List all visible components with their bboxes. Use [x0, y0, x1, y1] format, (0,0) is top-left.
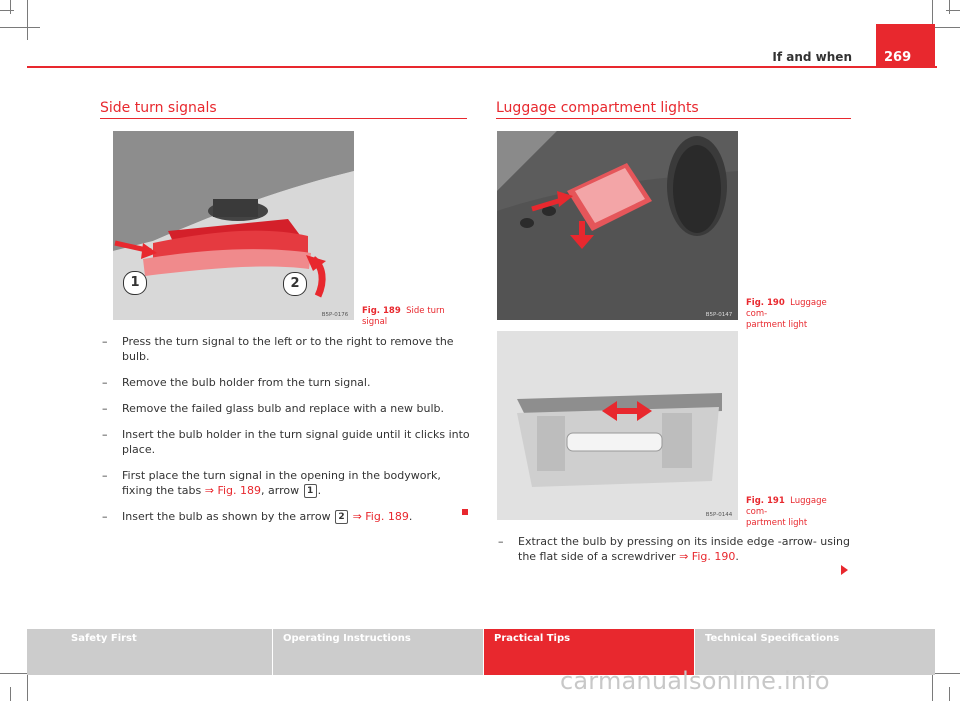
section-end-mark	[462, 509, 468, 515]
crop-mark	[0, 10, 14, 11]
figure-side-turn-signal	[113, 131, 354, 320]
footer-tab-technical-specifications[interactable]: Technical Specifications	[695, 629, 935, 675]
figure-code: B5P-0147	[705, 312, 733, 318]
list-item: – Insert the bulb holder in the turn signal guide until it clicks into place.	[100, 427, 470, 457]
list-item: – First place the turn signal in the opening in the bodywork, fixing the tabs ⇒ Fig. 189, arrow 1 .	[100, 468, 470, 498]
crop-mark	[10, 687, 11, 701]
figure-caption: Fig. 191 Luggage com- partment light	[746, 496, 827, 528]
figure-reference-link[interactable]: ⇒ Fig. 189	[204, 484, 262, 497]
watermark: carmanualsonline.info	[560, 667, 830, 695]
figure-code: B5P-0176	[321, 312, 349, 318]
figure-luggage-light-191	[497, 331, 738, 520]
header-rule	[27, 66, 937, 68]
crop-mark	[946, 10, 960, 11]
section-title-side-turn-signals: Side turn signals	[100, 100, 217, 116]
list-item: – Remove the bulb holder from the turn signal.	[100, 375, 470, 390]
footer-tab-practical-tips[interactable]: Practical Tips	[484, 629, 694, 675]
crop-mark	[949, 687, 950, 701]
figure-caption: Fig. 189 Side turn signal	[362, 306, 445, 327]
figure-code: B5P-0144	[705, 512, 733, 518]
callout-1: 1	[123, 271, 147, 295]
instruction-list	[496, 534, 856, 575]
page-number: 269	[876, 24, 935, 68]
running-title: If and when	[772, 50, 852, 64]
turn-signal-illustration	[113, 131, 354, 320]
figure-caption: Fig. 190 Luggage com- partment light	[746, 298, 827, 330]
figure-luggage-light-190	[497, 131, 738, 320]
bulb-holder-illustration	[497, 331, 738, 520]
continue-arrow-icon	[841, 565, 848, 575]
crop-mark	[949, 0, 950, 14]
list-item: – Insert the bulb as shown by the arrow 2 ⇒ Fig. 189.	[100, 509, 470, 524]
footer-tab-operating-instructions[interactable]: Operating Instructions	[273, 629, 483, 675]
section-title-luggage-compartment-lights: Luggage compartment lights	[496, 100, 699, 116]
list-item: – Press the turn signal to the left or to the right to remove the bulb.	[100, 334, 470, 364]
crop-mark	[10, 0, 11, 14]
instruction-list	[100, 334, 470, 535]
figure-reference-link[interactable]: ⇒ Fig. 190	[679, 550, 736, 563]
figure-reference-link[interactable]: ⇒ Fig. 189	[352, 510, 409, 523]
callout-badge: 2	[335, 510, 348, 524]
section-rule	[100, 118, 467, 119]
callout-2: 2	[283, 272, 307, 296]
section-rule	[496, 118, 851, 119]
crop-mark	[0, 27, 40, 28]
crop-mark	[27, 0, 28, 40]
footer-tab-safety-first[interactable]: Safety First	[27, 629, 272, 675]
list-item: – Remove the failed glass bulb and replace with a new bulb.	[100, 401, 470, 416]
callout-badge: 1	[304, 484, 317, 498]
list-item: – Extract the bulb by pressing on its inside edge -arrow- using the flat side of a screwdriver ⇒ Fig. 190.	[496, 534, 856, 564]
luggage-light-illustration	[497, 131, 738, 320]
